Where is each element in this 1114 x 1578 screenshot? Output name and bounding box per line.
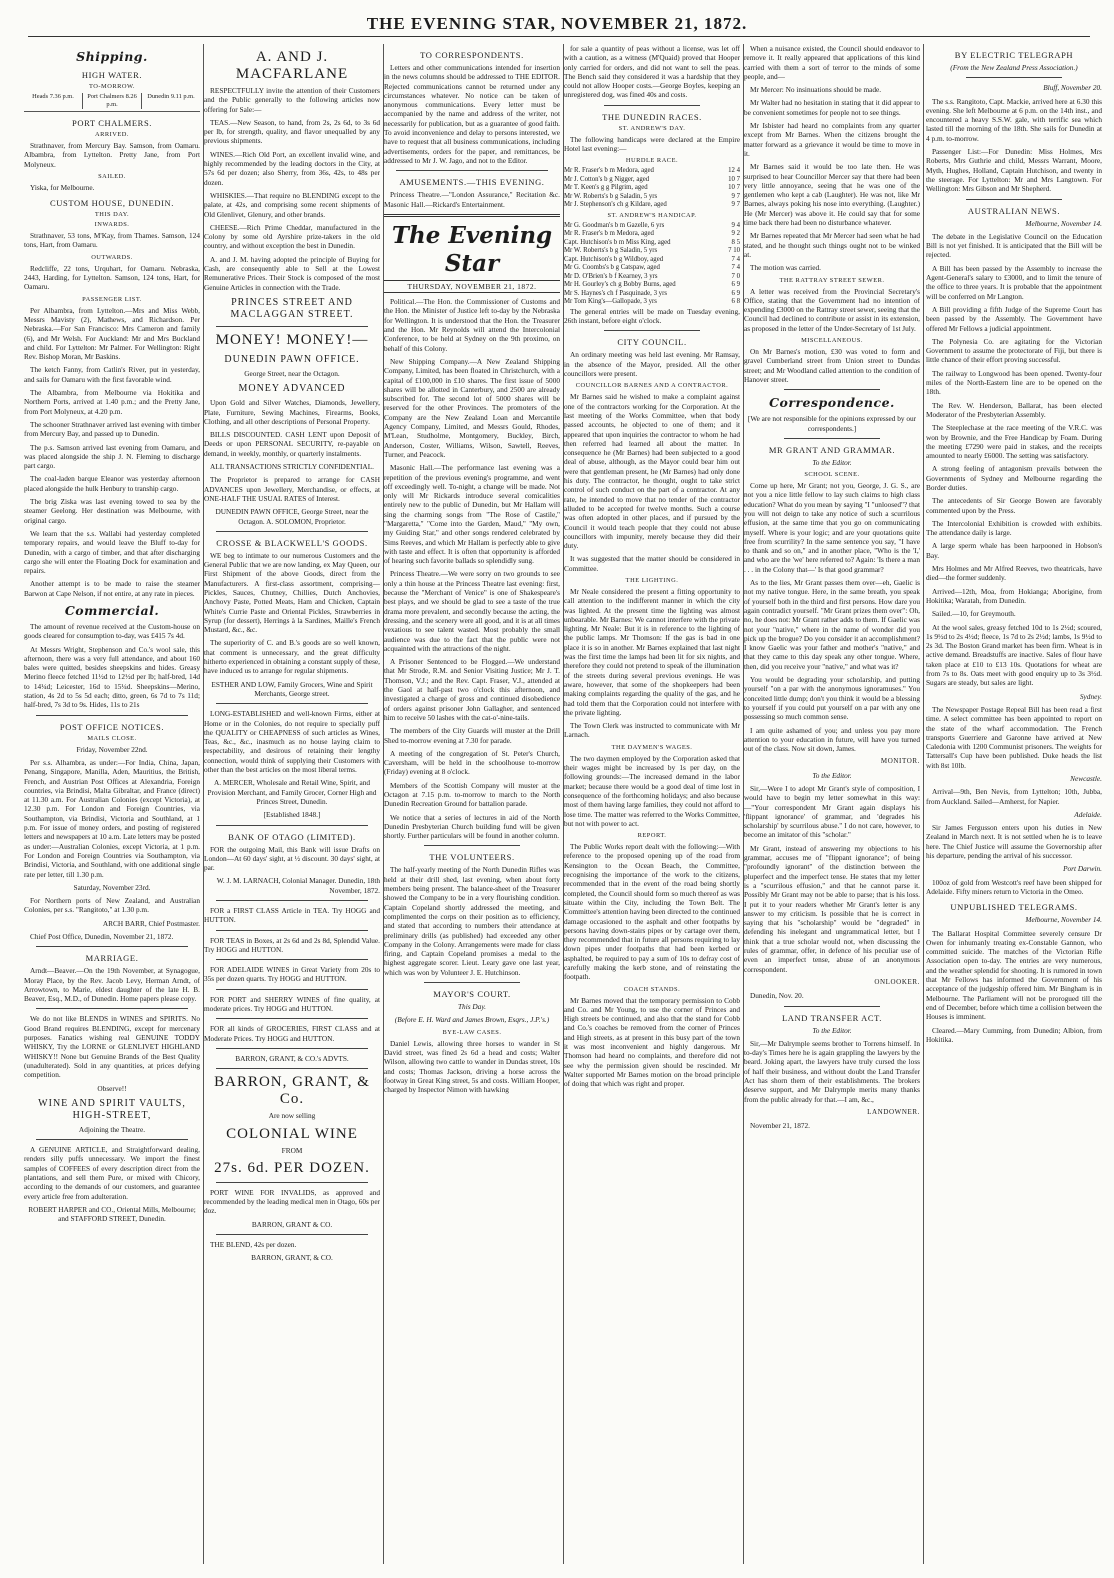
date-line: Friday, November 22nd. (76, 744, 148, 754)
signature: ONLOOKER. (874, 977, 920, 986)
divider (216, 825, 368, 826)
table-row (564, 256, 740, 265)
divider (36, 1008, 188, 1009)
advert-text: FOR a FIRST CLASS Article in TEA. Try HOGG and HUTTON. (204, 906, 380, 925)
advert-text: THE BLEND, 42s per dozen. (210, 1240, 297, 1250)
entry-weight: 9 4 (731, 221, 740, 229)
nameplate: The Evening Star (391, 221, 553, 277)
entry-name: Capt. Hutchison's b m Miss King, aged (564, 238, 671, 246)
dateline: Bluff, November 20. (1043, 83, 1102, 93)
news-item: Princess Theatre.—We were sorry on two grounds to see only a thin house at the Princess Theatre last evening: first, because the "Merchant of Venice" is one of Shakespeare's best plays, and we should be glad to see a taste of the true drama more prevalent, and secondly because the acting, the dressing, and the scenery were all good, and it is at all times vexatious to see talent wasted. Most probably the small audience was due to the fact that the public were not acquainted with the attractions of the night. (384, 569, 560, 653)
entry-name: Mr G. Coombs's b g Catspaw, aged (564, 264, 660, 272)
divider (784, 389, 880, 390)
news-item: New Shipping Company.—A New Zealand Shipping Company, Limited, has been floated in Christchurch, with a capital of £100,000 in £10 shares. The first issue of 5000 shares will be allotted in Canterbury, and 2500 are already subscribed for. The second lot of 5000 shares will be reserved for the other Provinces. The promoters of the Company are the New Zealand Loan and Mercantile Agency Company, Limited, and Messrs Gould, Rhodes, M'Lean, Studholme, Montgomery, Buckley, Birch, Anderson, Coster, Williams, Wilson, Sawtell, Reeves, Turner, and Peacock. (384, 356, 560, 459)
divider (784, 1006, 880, 1007)
divider (424, 845, 520, 846)
table-row (564, 298, 740, 307)
news-item: An ordinary meeting was held last evening. Mr Ramsay, in the absence of the Mayor, presided. All the other councillors were present. (564, 350, 740, 379)
advert-line: BARRON, GRANT, & CO. (251, 1253, 333, 1263)
entry-weight: 10 7 (728, 184, 740, 192)
entry-name: Mr Tom King's—Gallopade, 3 yrs (564, 298, 657, 306)
signature: LANDOWNER. (867, 1107, 920, 1116)
news-item: At Messrs Wright, Stephenson and Co.'s wool sale, this afternoon, there was a very full attendance, and about 160 bales were quitted, besides sheepskins and hides. Greasy Merino fleece fetched 11½d to 12½d per lb; half-bred, 14d to 14¼d; Leicester, 16d to 15¼d. Sheepskins—Merino, station, 4s 2d to 5s 5d each; ditto, green, 6s 7d to 7s 11d; half-bred, 7s 3d to 9s. Hides, 11s to 21s (24, 644, 200, 710)
entry-weight: 9 7 (731, 192, 740, 200)
advert-line: BARRON, GRANT, & CO.'s ADVTS. (235, 1053, 349, 1063)
table-row (564, 290, 740, 299)
news-item: Mr Barnes moved that the temporary permission to Cobb and Co. and Mr Young, to use the corner of Princes and High streets be continued, and also that the stand for Cobb and Co.'s coaches be removed from the corner of Princes and High streets, as at present in this busy part of the town it was most inconvenient and highly dangerous. Mr Thomson had heard no complaints, and therefore did not see why the permission given should be rescinded. Mr Walter supported Mr Barnes motion on the broad principle of doing that which was right and proper. (564, 995, 740, 1089)
advert-line: DUNEDIN PAWN OFFICE, George Street, near the Octagon. A. SOLOMON, Proprietor. (215, 507, 369, 526)
divider (216, 1068, 368, 1069)
dateline: Melbourne, November 14. (1025, 915, 1102, 925)
news-item: Mr Barnes said he wished to make a complaint against one of the contractors working for the Corporation. At the last meeting of the Works Committee, when that body passed accounts, he objected to one of them; and it appeared that upon inquiries the contractor to whom he had then referred had learned all about the matter. In consequence he (Mr Barnes) had been subjected to a good deal of abuse, although, as the Mayor could bear him out were that gentleman present, he (Mr Barnes) had only done his duty. The contractor, he thought, ought to take strict control of such conduct on the part of a contractor. At any rate, he intended to move that no tender of the contractor alluded to be accepted for twelve months. Such a course was often adopted in other places, and if pursued by the Council it would teach people that they could not abuse councillors with impunity, merely because they did their duty. (564, 392, 740, 551)
news-item: On Mr Barnes's motion, £30 was voted to form and gravel Cumberland street from Union street to Dundas street; and Mr Woodland called attention to the condition of Hanover street. (744, 347, 920, 384)
news-item: A meeting of the congregation of St. Peter's Church, Caversham, will be held in the schoolhouse to-morrow (Friday) evening at 8 o'clock. (384, 748, 560, 777)
divider (216, 531, 368, 532)
divider (216, 989, 368, 990)
subheading: (Before E. H. Ward and James Brown, Esqrs., J.P.'s.) (394, 1015, 550, 1025)
news-item: The coal-laden barque Eleanor was yesterday afternoon placed alongside the hulk Henbury to tranship cargo. (24, 474, 200, 493)
divider (966, 77, 1062, 78)
advert-text: WE beg to intimate to our numerous Customers and the General Public that we are now landing, ex May Queen, our First Shipment of the above Goods, direct from the Manufacturers. A first-class assortment, comprising—Pickles, Sauces, Chutney, Chillies, Dutch Anchovies, Anchovy Paste, Potted Meats, Ham and Chicken, Captain White's Currie Paste and Oriental Pickles, Strawberries in Syrup (for dessert), Herrings à la Sardines, Maille's French Mustard, &c., &c. (204, 550, 380, 635)
advert-heading: MONEY ADVANCED (238, 383, 346, 395)
issue-date: THURSDAY, NOVEMBER 21, 1872. (384, 280, 560, 293)
entry-name: Capt. Hutchison's b g Wildboy, aged (564, 255, 664, 263)
outwards-text: Redcliffe, 22 tons, Urquhart, for Oamaru. Nebraska, 2443, Harding, for Lyttelton. Samson, 124 tons, Hart, for Oamaru. (24, 263, 200, 292)
advert-line: Are now selling (268, 1111, 316, 1121)
news-item: The Rev. W. Henderson, Ballarat, has been elected Moderator of the Presbyterian Assembly. (926, 400, 1102, 419)
advert-line: A. MERCER, Wholesale and Retail Wine, Spirit, and Provision Merchant, and Family Grocer, Corner High and Princes Street, Dunedin. (207, 778, 377, 806)
notice-text: Arndt—Beaver.—On the 19th November, at Synagogue, Moray Place, by the Rev. Jacob Levy, Herman Arndt, of Arrowtown, to Marie, eldest daughter of the late H. B. Beaver, Esq., M.D., of Dunedin. Home papers please copy. (24, 966, 200, 1004)
news-item: Mr Walter had no hesitation in stating that it did appear to be convenient sometimes for people not to see things. (744, 98, 920, 117)
advert-line: FROM (281, 1145, 303, 1155)
section-shipping: Shipping. (76, 49, 148, 64)
top-rule (28, 36, 1090, 37)
mail-notice: For Northern ports of New Zealand, and Australian Colonies, per s.s. "Rangitoto," at 1.30 p.m. (24, 896, 200, 915)
advert-heading: WINE AND SPIRIT VAULTS, HIGH-STREET, (38, 1097, 186, 1121)
table-row (564, 264, 740, 273)
heading: BY ELECTRIC TELEGRAPH (954, 50, 1074, 60)
advert-text: CHEESE.—Rich Prime Cheddar, manufactured in the Colony by some old Ayrshire prize-takers in the old country, and without exception the best in Dunedin. (204, 222, 380, 251)
news-item: Arrived—12th, Moa, from Hokianga; Aborigine, from Hokitika; Waratah, from Dunedin. (926, 586, 1102, 605)
entry-name: Mr H. Gourley's ch g Bobby Burns, aged (564, 281, 676, 289)
subheading: This Day. (458, 1002, 486, 1012)
entry-weight: 6 8 (731, 298, 740, 306)
news-item: The Public Works report dealt with the following:—With reference to the proposed opening up of the road from Kensington to the Ocean Beach, the Committee, recognising the importance of the work to the citizens, recommended that in the event of the road being shortly completed, the Council should form so much thereof as was situate within the City, including the Town Belt. The Committee's attention having been directed to the continued damage occasioned to the asphalt and other footpaths by persons having down-stairs pipes or by cartage over them, they recommended that in future all persons requiring to lay down pipes under footpaths that had been kerbed or asphalted, be required to pay a sum of 10s to defray cost of carefully making the kerb stone, and of reinstating the footpath. (564, 842, 740, 982)
news-item: The railway to Longwood has been opened. Twenty-four miles of the North-Eastern line are to be opened on the 18th. (926, 368, 1102, 397)
news-item: The general entries will be made on Tuesday evening, 26th instant, before eight o'clock. (564, 306, 740, 326)
divider (36, 715, 188, 716)
divider (36, 1139, 188, 1140)
news-item: The amount of revenue received at the Custom-house on goods cleared for consumption to-day, was £415 7s 4d. (24, 621, 200, 641)
table-row (564, 193, 740, 202)
column-1 (24, 44, 200, 1564)
heading: POST OFFICE NOTICES. (59, 721, 165, 732)
advert-text: WINES.—Rich Old Port, an excellent invalid wine, and highly recommended by the leading doctors in the City, at 57s 6d per dozen; also Sherry, from 36s, 42s, to 48s per dozen. (204, 149, 380, 187)
advert-text: TEAS.—New Season, to hand, from 2s, 2s 6d, to 3s 6d per lb, for strength, quality, and flavor unequalled by any previous shipments. (204, 117, 380, 146)
advert-heading: MONEY! MONEY!— (215, 331, 369, 348)
column-3 (384, 44, 560, 1564)
news-item: The Town Clerk was instructed to communicate with Mr Larnach. (564, 721, 740, 740)
news-item: The p.s. Samson arrived last evening from Oamaru, and was placed alongside the ship J. N. Fleming to discharge part cargo. (24, 442, 200, 471)
advert-heading: 27s. 6d. PER DOZEN. (214, 1159, 370, 1176)
advert-text: FOR TEAS in Boxes, at 2s 6d and 2s 8d, Splendid Value. Try HOGG and HUTTON. (204, 935, 380, 954)
subheading: TO-MORROW. (88, 83, 135, 90)
subheading: MISCELLANEOUS. (801, 337, 863, 345)
news-item: A large sperm whale has been harpooned in Hobson's Bay. (926, 541, 1102, 560)
news-item: Mrs Holmes and Mr Alfred Reeves, two theatricals, have died—the former suddenly. (926, 564, 1102, 583)
heading: CITY COUNCIL. (617, 337, 687, 348)
heading: MAYOR'S COURT. (433, 989, 511, 1000)
high-water-table (24, 93, 200, 112)
advert-text: BILLS DISCOUNTED. CASH LENT upon Deposit of Deeds or upon PERSONAL SECURITY, re-payable on demand, in weekly, monthly, or quarterly instalments. (204, 430, 380, 458)
advert-text: A GENUINE ARTICLE, and Straightforward dealing, renders silly puffs unnecessary. We import the finest samples of COFFEES of every description direct from the plantations, and sell them Pure, or mixed with Chicory, according to the demands of our customers, and guarantee every article free from adulteration. (24, 1145, 200, 1201)
subheading: HURDLE RACE. (625, 157, 679, 165)
divider (36, 946, 188, 947)
column-2 (204, 44, 380, 1564)
table-row (564, 184, 740, 193)
news-item: for sale a quantity of peas without a license, was let off with a caution, as a witness (M'Quaid) proved that Hooper only carried for orders, and did not want to sell the peas. The Bench said they considered it was a hardship that they could not allow Hooper costs.—George Boyles, keeping an unregistered dog, was fined 40s and costs. (564, 44, 740, 100)
news-item: The Albambra, from Melbourne via Hokitika and Northern Ports, arrived at 1.40 p.m.; and the Pretty Jane, from Port Molyneux, at 4.20 p.m. (24, 388, 200, 416)
news-item: A strong feeling of antagonism prevails between the Governments of Sydney and Melbourne regarding the Border duties. (926, 464, 1102, 492)
news-item: The two daymen employed by the Corporation asked that their wages might be increased by 1s per day, on the following grounds:—The increased demand in the labor market; because there would be a good deal of time lost in consequence of the forthcoming holidays; and also because most of them having large families, they could not afford to lose time. The matter was referred to the Works Committee, but not with power to act. (564, 753, 740, 828)
news-item: The Steeplechase at the race meeting of the V.R.C. was won by Brownie, and the Free Handicap by Foam. During the meeting £7290 were paid in stakes, and the receipts amounted to nearly £6000. The setting was satisfactory. (926, 423, 1102, 461)
heading: THE DUNEDIN RACES. (602, 111, 702, 122)
subheading: (From the New Zealand Press Association.) (950, 63, 1078, 72)
news-item: The half-yearly meeting of the North Dunedin Rifles was held at their drill shed, last evening, when about forty members being present. The balance-sheet of the Treasurer showed the Company to be in a very flourishing condition. Captain Copeland shortly addressed the meeting, and complimented the corps on their position as to efficiency, and stated that according to numbers their attendance at preliminary drills (as published) had exceeded any other Company in the Colony. Arrangements were made for class firing, and Captain Copeland promises a medal to the highest aggregate scorer. Lieut. Leary gave one last year, which was won by Volunteer J. E. Hutchinson. (384, 865, 560, 977)
advert-line: BARRON, GRANT & CO. (251, 1219, 333, 1229)
news-item: Mr Isbister had heard no complaints from any quarter except from Mr Barnes. When the citizens brought the matter forward as a grievance it would be time to move in it. (744, 121, 920, 158)
news-item: Another attempt is to be made to raise the steamer Barwon at Cape Nelson, if not entire, at any rate in pieces. (24, 579, 200, 598)
subheading: ST. ANDREW'S DAY. (618, 124, 686, 132)
advert-text: We do not like BLENDS in WINES and SPIRITS. No Good Brand requires BLENDING, except for mercenary purposes. Fanatics wishing real GENUINE TODDY WHISKY, Try the LORNE or GLENLIVET HIGHLAND WHISKY!! None but Genuine Brands of the Best Quality (unadulterated). Sold in any quantities, at prices defying competition. (24, 1014, 200, 1080)
news-item: The Intercolonial Exhibition is crowded with exhibits. The attendance daily is large. (926, 518, 1102, 538)
handicap-table (564, 222, 740, 307)
entry-weight: 9 2 (731, 230, 740, 238)
divider (216, 959, 368, 960)
news-item: Mr Mercer: No insinuations should be made. (750, 85, 882, 95)
table-row (564, 247, 740, 256)
dateline: Port Darwin. (1063, 864, 1102, 874)
advert-line: [Established 1848.] (263, 810, 321, 820)
subheading: INWARDS. (94, 221, 130, 229)
news-item: Mr Barnes repeated that Mr Mercer had seen what he had stated, and he thought such things ought not to be winked at. (744, 231, 920, 259)
subheading: THE RATTRAY STREET SEWER. (779, 276, 885, 284)
entry-name: Mr D. O'Brien's b f Kearney, 3 yrs (564, 272, 658, 280)
advert-text: FOR ADELAIDE WINES in Great Variety from 20s to 35s per dozen quarts. Try HOGG and HUTTON. (204, 965, 380, 984)
subheading: SCHOOL SCENE. (804, 471, 860, 479)
news-item: The Ballarat Hospital Committee severely censure Dr Owen for inhumanly treating ex-Constable Gannon, who committed suicide. The matches of the Victorian Rifle Association open to-day. The entries are very numerous, and the weather splendid for shooting. It is rumored in town that Mr Fellows has informed the Government of his acceptance of the judgeship offered him. Mr Bingham is in Melbourne. The Parliament will not be prorogued till the end of December, before which time a collision between the Houses is imminent. (926, 928, 1102, 1022)
divider (604, 105, 700, 106)
subheading: To the Editor. (812, 770, 852, 780)
table-row (564, 239, 740, 248)
entry-name: Mr G. Goodman's b m Gazelle, 6 yrs (564, 221, 665, 229)
entry-weight: 7 10 (728, 247, 740, 255)
news-item: The Polynesia Co. are agitating for the Victorian Government to assume the protectorate of Fiji, but there is little chance of their effort proving successful. (926, 336, 1102, 365)
letter-text: I am quite ashamed of you; and unless you pay more attention to your education in future, will have you turned out of the class. Now sit down, James. (744, 725, 920, 754)
divider (424, 982, 520, 983)
news-item: It was suggested that the matter should be considered in Committee. (564, 554, 740, 573)
news-item: The s.s. Rangitoto, Capt. Mackie, arrived here at 6.30 this evening. She left Melbourne at 6 p.m. on the 14th inst., and encountered a heavy S.S.W. gale, with terrific sea which lasted till the morning of the 18th. She sails for Dunedin at 4 p.m. to-morrow. (926, 96, 1102, 143)
entry-weight: 7 0 (731, 272, 740, 280)
subheading: THE DAYMEN'S WAGES. (611, 743, 693, 751)
entry-weight: 8 5 (731, 238, 740, 246)
entry-weight: 7 4 (731, 255, 740, 263)
news-item: The brig Ziska was last evening towed to sea by the steamer Geelong. Her destination was Melbourne, with original cargo. (24, 497, 200, 525)
news-item: The ketch Fanny, from Catlin's River, put in yesterday, and sails for Oamaru with the first favorable wind. (24, 365, 200, 384)
heading: MARRIAGE. (85, 953, 139, 964)
table-row (564, 273, 740, 282)
heading: AMUSEMENTS.—THIS EVENING. (399, 177, 545, 188)
masthead: THE EVENING STAR, NOVEMBER 21, 1872. (366, 14, 748, 33)
news-item: The Newspaper Postage Repeal Bill has been read a first time. A select committee has been appointed to report on the state of the wharf accommodation. The French transports Guerriere and Garonne have arrived at New Caledonia with 1200 Communist prisoners. The weights for Tattersall's Cup have been published. Duke heads the list with 8st 10lb. (926, 704, 1102, 770)
divider (216, 900, 368, 901)
entry-name: Mr S. Haynes's ch f Pasquinade, 3 yrs (564, 289, 667, 297)
inwards-text: Strathnaver, 53 tons, M'Kay, from Thames. Samson, 124 tons, Hart, from Oamaru. (24, 231, 200, 250)
disclaimer: [We are not responsible for the opinions expressed by our correspondents.] (747, 414, 917, 433)
letter-text: You would be degrading your scholarship, and putting yourself "on a par with the anonymous ignoramuses." You conceited little dump; don't you think it would be a blessing to yourself if you could put yourself on a par with any one possessing so much common sense. (744, 675, 920, 722)
subheading: OUTWARDS. (91, 253, 133, 261)
news-item: Sir James Fergusson enters upon his duties in New Zealand in March next. It is not settled when he is to leave here. The Chief Justice will assume the Governorship after his departure, pending the arrival of his successor. (926, 823, 1102, 861)
subheading: MAILS CLOSE. (87, 734, 137, 742)
news-item: We learn that the s.s. Wallabi had yesterday completed temporary repairs, and would leave the Bluff to-day for Dunedin, with a cargo of timber, and that after discharging cargo she will enter the Floating Dock for examination and repairs. (24, 528, 200, 576)
heading: CUSTOM HOUSE, DUNEDIN. (49, 198, 175, 209)
subheading: SAILED. (98, 172, 126, 180)
divider (384, 214, 560, 217)
divider (604, 330, 700, 331)
dateline: Melbourne, November 14. (1025, 218, 1102, 228)
passenger-text: Per Albambra, from Lyttelton.—Mrs and Miss Webb, Messrs Mavisty (2), Mathews, and Richardson. Per Nebraska.—For San Francisco: Mrs Cameron and family (6), and Mr Welsh. For Auckland: Mr and Mrs Buckland and child. For Lyttelton: Mr Palmer. For Wellington: Right Rev. Bishop Moran, Mr Baskins. (24, 305, 200, 362)
hw-chalmers: Port Chalmers 8.26 p.m. (83, 93, 142, 109)
advert-line: Observe!! (97, 1083, 127, 1093)
news-item: A Prisoner Sentenced to be Flogged.—We understand that Mr Strode, R.M. and Senior Visiting Justice; Mr J. T. Thomson, V.J.; and the Rev. Capt. Fraser, V.J., attended at the Gaol at half-past two o'clock this afternoon, and investigated a charge of gross and continued disobedience of orders against prisoner John Gallagher, and sentenced him to receive 50 lashes with the cat-o'-nine-tails. (384, 657, 560, 722)
dateline: November 21, 1872. (750, 1121, 810, 1131)
signature: ARCH BARR, Chief Postmaster. (102, 918, 200, 928)
advert-text: RESPECTFULLY invite the attention of their Customers and the Public generally to the following articles now offering for Sale:— (204, 86, 380, 114)
letter-text: As to the lies, Mr Grant passes them over—eh, Gaelic is not my native tongue. Here, in the same breath, you speak of yourself both in the third and first persons. How dare you again contradict yourself. "Mr Grant prizes them over": Oh, no, he does not: Mr Grant rather adds to them. If Gaelic was not your "native," where in the name of wonder did you pick up the brogue? Do you consider it an accomplishment? I know Gaelic was your father and mother's "native," and that they came to this day speak any other tongue. Where, then, did you receive your "native," and what was it? (744, 578, 920, 671)
news-item: The motion was carried. (750, 263, 821, 273)
advert-text: The Proprietor is prepared to arrange for CASH ADVANCES upon Jewellery, Merchandise, or effects, at ONE-HALF THE USUAL RATES of Interest. (204, 475, 380, 503)
advert-text: FOR PORT and SHERRY WINES of fine quality, at moderate prices. Try HOGG and HUTTON. (204, 994, 380, 1014)
divider (966, 199, 1062, 200)
news-item: 100oz of gold from Westcott's reef have been shipped for Adelaide. Fifty miners return to Victoria in the Omeo. (926, 877, 1102, 896)
advert-heading: BARRON, GRANT, & Co. (214, 1074, 370, 1108)
divider (216, 326, 368, 327)
entry-weight: 6 9 (731, 281, 740, 289)
entry-name: Mr R. Fraser's b m Medora, aged (564, 230, 654, 238)
heading: LAND TRANSFER ACT. (782, 1012, 882, 1023)
entry-name: Mr R. Fraser's b m Medora, aged (564, 167, 654, 175)
entry-weight: 12 4 (728, 167, 740, 175)
subheading: PASSENGER LIST. (82, 295, 142, 303)
news-item: The antecedents of Sir George Bowen are favorably commented upon by the Press. (926, 496, 1102, 515)
heading: AUSTRALIAN NEWS. (967, 205, 1061, 216)
news-item: Arrival—9th, Ben Nevis, from Lyttelton; 10th, Jubba, from Auckland. Sailed—Amherst, for Napier. (926, 787, 1102, 806)
letter-text: Sir,—Mr Dalrymple seems brother to Torrens himself. In to-day's Times here he is again grappling the lawyers by the beard. Joking apart, the lawyers have truly cursed the loss of half their business, and without doubt the Land Transfer Act has shorn them of their establishments. The brokers deserve support, and Mr Dalrymple merits many thanks from the public already for that.—I am, &c., (744, 1038, 920, 1104)
column-rule (923, 44, 924, 1564)
entry-name: Mr J. Stephenson's ch g Kildare, aged (564, 201, 667, 209)
table-row (564, 222, 740, 231)
advert-heading: PRINCES STREET AND MACLAGGAN STREET. (230, 296, 354, 320)
news-item: A letter was received from the Provincial Secretary's Office, stating that the Government had no intention of expending £3000 on the Rattray street sewer, seeing that the Council had declined to contribute or assist in its extension, as proposed in the letter of the Under-Secretary of 1st July. (744, 286, 920, 333)
entry-name: Mr T. Keen's g g Pilgrim, aged (564, 184, 648, 192)
subheading: BYE-LAW CASES. (442, 1028, 502, 1036)
table-row (564, 230, 740, 239)
divider (216, 1018, 368, 1019)
letter-text: Mr Grant, instead of answering my objections to his grammar, accuses me of "flippant ignorance"; of being "profoundly ignorant" of the distinction between the pluperfect and the imperfect tense. He states that my letter is a "scurrilous effusion," and that he cannot parse it. Possibly Mr Grant may not be able to parse; that is his loss. I put it to your readers whether Mr Grant's letter is any answer to my criticism. Is possible that he is correct in saying that his "scholarship" would be "degraded" in defending his inelegant and ungrammatical letter, but I think that a true scholar would not, when discussing the rules of grammar, offer, in defence of his peculiar use of even an imperfect tense, abuse of an anonymous correspondent. (744, 843, 920, 974)
subheading: THE LIGHTING. (625, 577, 679, 584)
entry-weight: 7 4 (731, 264, 740, 272)
news-item: Masonic Hall.—The performance last evening was a repetition of the previous evening's programme, and went off exceedingly well. To-night, a change will be made. Not only will Mr Rickards introduce several comicalities entirely new to the public of Dunedin, but Mr Hallam will sing the charming songs from "The Rose of Castile," "Margaretta," "Come into the Garden, Maud," "My own, my Guiding Star," and other songs rendered celebrated by Sims Reeves, and which Mr Hallam is perfectly able to give with taste and effect. It is often that opportunity is afforded of hearing such favorite ballads so splendidly sung. (384, 463, 560, 566)
column-5 (744, 44, 920, 1564)
advert-line: Adjoining the Theatre. (78, 1124, 146, 1134)
subheading: ST. ANDREW'S HANDICAP. (607, 211, 697, 219)
advert-text: FOR the outgoing Mail, this Bank will issue Drafts on London—At 60 days' sight, at ½ discount. 30 days' sight, at par. (204, 844, 380, 873)
dateline: Adelaide. (1074, 809, 1102, 819)
entry-name: Mr W. Roberts's b g Saladin, 5 yrs (564, 247, 658, 255)
news-item: The schooner Strathnaver arrived last evening with timber from Mercury Bay, and passed up to Dunedin. (24, 419, 200, 439)
notice-text: Letters and other communications intended for insertion in the news columns should be addressed to THE EDITOR. Rejected communications cannot be returned under any circumstances whatever. No notice can be taken of anonymous communications. Every letter must be accompanied by the name and address of the writer, not necessarily for publication, but as a guarantee of good faith. To avoid inconvenience and delay to persons interested, we have to request that all business communications, including advertisements, orders for the paper, and remittances, be addressed to Mr J. W. Jago, and not to the Editor. (384, 63, 560, 165)
table-row (564, 201, 740, 210)
date-line: Saturday, November 23rd. (73, 882, 151, 892)
entry-weight: 6 9 (731, 289, 740, 297)
subheading: COACH STANDS. (623, 985, 681, 993)
advert-heading: COLONIAL WINE (226, 1125, 358, 1142)
subheading: THIS DAY. (94, 211, 130, 219)
heading: UNPUBLISHED TELEGRAMS. (950, 902, 1078, 913)
signature: MONITOR. (880, 757, 920, 766)
letter-text: Come up here, Mr Grant; not you, George, J. G. S., are not you a nice little fellow to lay such claims to high class education? What do you mean by saying "I "unloosed"? that you will not deign to take any notice of such a scurrilous effusion, at the same time that you go on communicating myself. Where is your logic; and are your quotations quite free from scurrility? In the same sentence you say, "I have to thank and so on," and in another place, "Who is the 'I,' and who are the 'we' here referred to? Again: 'Is there a man . . . in the Colony that—' Is that good grammar? (744, 481, 920, 574)
subheading: REPORT. (637, 832, 667, 840)
advert-heading: DUNEDIN PAWN OFFICE. (224, 353, 360, 365)
advert-text: WHISKIES.—That require no BLENDING except to the palate, at 42s, and comprising some recent shipments of Old Glenlivet, Glenury, and other brands. (204, 190, 380, 219)
dateline: Chief Post Office, Dunedin, November 21, 1872. (30, 932, 174, 941)
news-item: Members of the Scottish Company will muster at the Octagon at 7.15 p.m. to-morrow to march to the North Dunedin Recreation Ground for battalion parade. (384, 780, 560, 809)
advert-heading: BANK OF OTAGO (LIMITED). (228, 831, 356, 842)
advert-text: FOR all kinds of GROCERIES, FIRST CLASS and at Moderate Prices. Try HOGG and HUTTON. (204, 1024, 380, 1043)
heading: TO CORRESPONDENTS. (420, 50, 524, 60)
heading: THE VOLUNTEERS. (429, 852, 515, 863)
heading: MR GRANT AND GRAMMAR. (768, 444, 896, 455)
subheading: To the Editor. (812, 1025, 852, 1035)
section-commercial: Commercial. (64, 602, 160, 618)
news-item: The debate in the Legislative Council on the Education Bill is not yet finished. It is anticipated that the Bill will be rejected. (926, 231, 1102, 260)
subheading: ARRIVED. (95, 131, 129, 138)
news-item: At the wool sales, greasy fetched 10d to 1s 2½d; scoured, 1s 9½d to 2s 4½d; fleece, 1s 7d to 2s 2½d; lambs, 1s 9½d to 2s 3d. The Boston Grand market has been firm. Wheat is in active demand. Breadstuffs are inactive. Sales of flour have taken place at £10 to £13 10s. Quotations for wheat are from 7s to 8s. Oats meet with good enquiry up to 3s 3½d. Sugars are steady, but sales are light. (926, 622, 1102, 688)
subheading: COUNCILLOR BARNES AND A CONTRACTOR. (575, 382, 729, 390)
advert-text: PORT WINE FOR INVALIDS, as approved and recommended by the leading medical men in Otago, 60s per doz. (204, 1187, 380, 1216)
advert-line: ROBERT HARPER and CO., Oriental Mills, Melbourne; and STAFFORD STREET, Dunedin. (28, 1204, 196, 1224)
news-item: Sailed.—10, for Greymouth. (932, 609, 1016, 619)
notice-text: Princess Theatre.—"London Assurance," Recitation &c. Masonic Hall.—Rickard's Entertainment. (384, 190, 560, 209)
news-item: We notice that a series of lectures in aid of the North Dunedin Presbyterian Church building fund will be given shortly. Further particulars will be found in another column. (384, 812, 560, 841)
advert-line: ESTHER AND LOW, Family Grocers, Wine and Spirit Merchants, George street. (211, 679, 373, 698)
hw-dunedin: Dunedin 9.11 p.m. (147, 93, 195, 100)
column-4 (564, 44, 740, 1564)
news-item: The members of the City Guards will muster at the Drill Shed to-morrow evening at 7.30 for parade. (384, 726, 560, 745)
advert-line: George Street, near the Octagon. (244, 368, 340, 378)
advert-text: The superiority of C. and B.'s goods are so well known, that comment is unnecessary, and the great difficulty hitherto experienced in obtaining a constant supply of these, have induced us to arrange for regular shipments. (204, 638, 380, 676)
hw-heads: Heads 7.36 p.m. (24, 93, 83, 109)
section-correspondence: Correspondence. (769, 395, 895, 411)
dateline: Newcastle. (1070, 774, 1102, 783)
table-row (564, 167, 740, 176)
advert-text: A. and J. M. having adopted the principle of Buying for Cash, are consequently able to Sell at the Lowest Remunerative Prices. Their Stock is composed of the most Genuine Articles in connection with the Trade. (204, 254, 380, 292)
news-item: Mr Neale considered the present a fitting opportunity to call attention to the indifferent manner in which the city was lighted. At the present time the lighting was almost unbearable. Mr Barnes: We cannot interfere with the private lighting. Mr Neale: But it is in reference to the lighting of the public lamps. Mr Thomson: If the gas is bad in one place it is so in another. Mr Barnes explained that last night was the first time the lamps had been lit for six nights, and therefore they could not pretend to speak of the illumination of the streets during several previous evenings. He was aware, however, that some of the shopkeepers had been making complaints regarding the quality of the gas, and he had told them that the Corporation could not interfere with the private lighting. (564, 587, 740, 717)
entry-name: Mr J. Cotton's b g Nigger, aged (564, 175, 650, 183)
entry-weight: 9 7 (731, 201, 740, 209)
divider (216, 930, 368, 931)
advert-heading: A. AND J. MACFARLANE (235, 49, 349, 82)
dateline: Dunedin, Nov. 20. (750, 991, 804, 1001)
dateline: Sydney. (1079, 691, 1102, 701)
mail-notice: Per s.s. Alhambra, as under:—For India, China, Japan, Penang, Singapore, Manilla, Aden, Mauritius, the British, French, and Austrian Post Offices at Alexandria, Foreign countries, via Brindisi, Malta Gibraltar, and France (direct) at 11.30 a.m. For Australian Colonies (except Victoria), at 12.30 p.m. For London and Foreign Countries, via Southampton, via Brindisi, Victoria and Southland, at 1 p.m. For issue of money orders, and posting of registered letters and newspapers at 10 a.m. Late letters may be posted as under:—Australian Colonies, except Victoria, at 1 p.m. For London and Foreign Countries via Southampton, via Brindisi, Victoria, and Southland, with one additional single rate per letter, till 1.30 p.m. (24, 757, 200, 879)
subheading: To the Editor. (812, 457, 852, 467)
table-row (564, 281, 740, 290)
advert-line: ALL TRANSACTIONS STRICTLY CONFIDENTIAL. (210, 462, 374, 472)
news-item: Daniel Lewis, allowing three horses to wander in St David street, was fined 2s 6d a head and costs; Walter Wilson, allowing two cattle to wander in Dundas street, 10s and costs; Thomas Jackson, driving a horse across the footway in Great King street, 5s and costs. William Hooper, charged by Inspector Nimon with hawking (384, 1038, 560, 1095)
divider (216, 703, 368, 704)
divider (216, 1182, 368, 1183)
news-item: A Bill has been passed by the Assembly to increase the Agent-General's salary to £3000, and to limit the tenure of the office to three years. It is probable that the appointment will be conferred on Mr Langton. (926, 263, 1102, 301)
news-item: Mr Barnes said it would be too late then. He was surprised to hear Councillor Mercer say that there had been very little annoyance, seeing that he was one of the gentlemen who kept a cab (Laughter). He was not, like Mr Barnes, always poking his nose into everything. (Laughter.) He (Mr Mercer) was above it. He could say that for some time back there had been no disturbance whatever. (744, 162, 920, 228)
advert-heading: CROSSE & BLACKWELL'S GOODS. (216, 537, 368, 548)
table-row (564, 176, 740, 185)
advert-line: W. J. M. LARNACH, Colonial Manager. Dunedin, 18th November, 1872. (216, 876, 380, 895)
divider (784, 438, 880, 439)
news-item: Cleared.—Mary Cumming, from Dunedin; Albion, from Hokitika. (926, 1025, 1102, 1044)
column-6 (926, 44, 1102, 1564)
entry-name: Mr W. Roberts's b g Saladin, 5 yrs (564, 192, 658, 200)
news-item: Political.—The Hon. the Commissioner of Customs and the Hon. the Minister of Justice left to-day by the Nebraska for Wellington. It is understood that the Hon. the Treasurer and the Hon. Mr Reynolds will attend the Intercolonial Conference, to be held at Sydney on the 9th proximo, on behalf of this Colony. (384, 297, 560, 353)
news-item: A Bill providing a fifth Judge of the Supreme Court has been passed by the Assembly. The Government have offered Mr Fellows a judicial appointment. (926, 304, 1102, 333)
entry-weight: 10 7 (728, 175, 740, 183)
sailed-text: Yiska, for Melbourne. (30, 182, 95, 192)
arrivals-text: Strathnaver, from Mercury Bay. Samson, from Oamaru. Albambra, from Lyttelton. Pretty Jane, from Port Molyneux. (24, 141, 200, 169)
news-item: When a nuisance existed, the Council should endeavor to remove it. It really appeared that applications of this kind carried with them a sort of terror to the minds of some people, and— (744, 44, 920, 81)
high-water-heading: HIGH WATER. (81, 70, 143, 80)
news-item: The following handicaps were declared at the Empire Hotel last evening:— (564, 134, 740, 154)
heading: PORT CHALMERS. (72, 118, 152, 128)
advert-text: LONG-ESTABLISHED and well-known Firms, either at Home or in the Colonies, do not require to specially puff the QUALITY or CHEAPNESS of such articles as Wines, Teas, &c., &c., inasmuch as no house laying claim to respectability, and desirous of retaining their lengthy connection, would think of supplying their Customers with other than the best articles on the most liberal terms. (204, 709, 380, 775)
hurdle-table (564, 167, 740, 210)
news-item: Passenger List:—For Dunedin: Miss Holmes, Mrs Roberts, Mrs Guthrie and child, Messrs Warrant, Moore, Myth, Hughes, Holland, Captain Hutchison, and twenty in the steerage. For Lyttelton: Mr and Mrs Langtown. For Wellington: Mrs Gibson and Mr Shepherd. (926, 147, 1102, 194)
divider (216, 1234, 368, 1235)
letter-text: Sir,—Were I to adopt Mr Grant's style of composition, I would have to begin my letter somewhat in this way:—"Your correspondent Mr Grant again displays his 'flippant ignorance' of grammar, and 'degrades his scholarship' by scurrilous abuse." I do not care, however, to become an imitator of this "scholar." (744, 784, 920, 840)
divider (396, 170, 548, 171)
advert-text: Upon Gold and Silver Watches, Diamonds, Jewellery, Plate, Furniture, Sewing Machines, Firearms, Books, Clothing, and all other descriptions of Personal Property. (204, 398, 380, 426)
divider (216, 1048, 368, 1049)
